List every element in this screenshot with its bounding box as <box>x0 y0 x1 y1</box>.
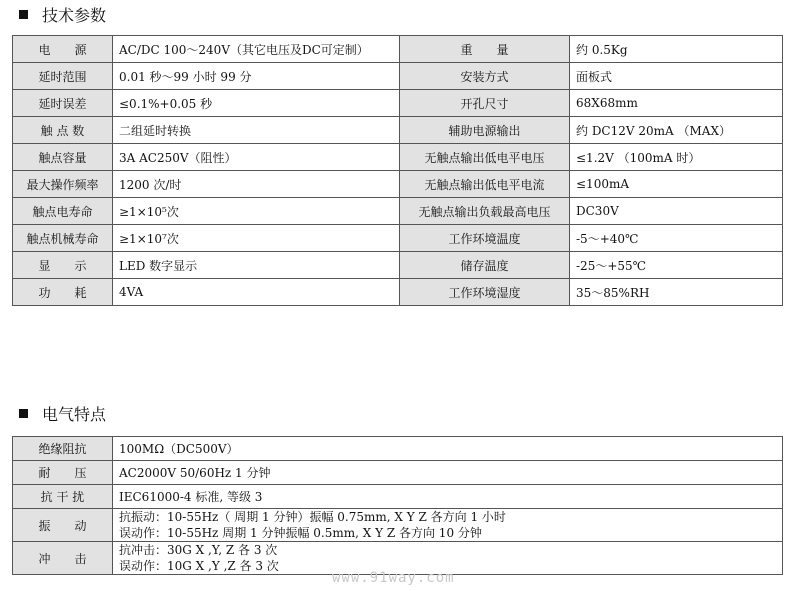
value-line: 抗振动：10-55Hz（ 周期 1 分钟）振幅 0.75mm, X Y Z 各方向 1 小时 <box>119 510 506 524</box>
param-label: 绝缘阻抗 <box>13 437 113 461</box>
param-label: 振 动 <box>13 509 113 542</box>
param-label: 触点机械寿命 <box>13 225 113 252</box>
param-value: ≤0.1%+0.05 秒 <box>113 90 400 117</box>
tech-spec-table <box>12 35 783 306</box>
value-line: 抗冲击：30G X ,Y, Z 各 3 次 <box>119 543 278 557</box>
param-value: 面板式 <box>570 63 783 90</box>
electrical-spec-table <box>12 436 783 575</box>
table-row <box>13 144 783 171</box>
value-line: 误动作：10G X ,Y ,Z 各 3 次 <box>119 559 279 573</box>
value-line: 误动作：10-55Hz 周期 1 分钟振幅 0.5mm, X Y Z 各方向 10 分钟 <box>119 526 482 540</box>
param-label: 无触点输出低电平电压 <box>400 144 570 171</box>
param-label: 开孔尺寸 <box>400 90 570 117</box>
table-row <box>13 252 783 279</box>
param-value: ≥1×10⁵次 <box>113 198 400 225</box>
value-line: 100MΩ（DC500V） <box>119 441 239 456</box>
table-row <box>13 485 783 509</box>
param-value: 二组延时转换 <box>113 117 400 144</box>
param-label: 工作环境湿度 <box>400 279 570 306</box>
param-value: -25～+55℃ <box>570 252 783 279</box>
table-row <box>13 90 783 117</box>
param-value: ≤100mA <box>570 171 783 198</box>
param-value: ≤1.2V （100mA 时） <box>570 144 783 171</box>
param-label: 工作环境温度 <box>400 225 570 252</box>
param-value: 约 0.5Kg <box>570 36 783 63</box>
table-row <box>13 225 783 252</box>
param-label: 辅助电源输出 <box>400 117 570 144</box>
param-label: 功 耗 <box>13 279 113 306</box>
param-label: 安装方式 <box>400 63 570 90</box>
section-title-text: 电气特点 <box>42 405 107 424</box>
param-value <box>113 461 783 485</box>
param-label: 触点电寿命 <box>13 198 113 225</box>
param-label: 储存温度 <box>400 252 570 279</box>
section-title-electrical <box>19 402 106 425</box>
param-value: DC30V <box>570 198 783 225</box>
square-bullet-icon <box>19 409 28 418</box>
param-value: ≥1×10⁷次 <box>113 225 400 252</box>
param-value: -5～+40℃ <box>570 225 783 252</box>
square-bullet-icon <box>19 10 28 19</box>
table-row <box>13 437 783 461</box>
param-label: 无触点输出负载最高电压 <box>400 198 570 225</box>
table-row <box>13 171 783 198</box>
param-label: 显 示 <box>13 252 113 279</box>
table-row <box>13 36 783 63</box>
param-label: 冲 击 <box>13 542 113 575</box>
param-value <box>113 509 783 542</box>
value-line: IEC61000-4 标准, 等级 3 <box>119 489 263 504</box>
table-row <box>13 63 783 90</box>
param-value <box>113 485 783 509</box>
param-label: 最大操作频率 <box>13 171 113 198</box>
param-value: 68X68mm <box>570 90 783 117</box>
param-value: 4VA <box>113 279 400 306</box>
param-label: 触 点 数 <box>13 117 113 144</box>
watermark: www.91way.com <box>332 570 455 586</box>
param-label: 重 量 <box>400 36 570 63</box>
param-value: 0.01 秒～99 小时 99 分 <box>113 63 400 90</box>
value-line: AC2000V 50/60Hz 1 分钟 <box>119 465 271 480</box>
table-row <box>13 279 783 306</box>
table-row <box>13 509 783 542</box>
param-label: 延时范围 <box>13 63 113 90</box>
param-value: 35～85%RH <box>570 279 783 306</box>
param-value: AC/DC 100～240V（其它电压及DC可定制） <box>113 36 400 63</box>
param-value <box>113 437 783 461</box>
param-label: 延时误差 <box>13 90 113 117</box>
table-row <box>13 461 783 485</box>
section-title-tech <box>19 3 106 26</box>
param-label: 抗 干 扰 <box>13 485 113 509</box>
table-row <box>13 198 783 225</box>
param-value: 1200 次/时 <box>113 171 400 198</box>
param-value: 约 DC12V 20mA （MAX） <box>570 117 783 144</box>
param-label: 触点容量 <box>13 144 113 171</box>
param-label: 电 源 <box>13 36 113 63</box>
param-value: 3A AC250V（阻性） <box>113 144 400 171</box>
param-value: LED 数字显示 <box>113 252 400 279</box>
param-label: 耐 压 <box>13 461 113 485</box>
section-title-text: 技术参数 <box>42 6 107 25</box>
param-label: 无触点输出低电平电流 <box>400 171 570 198</box>
table-row <box>13 117 783 144</box>
